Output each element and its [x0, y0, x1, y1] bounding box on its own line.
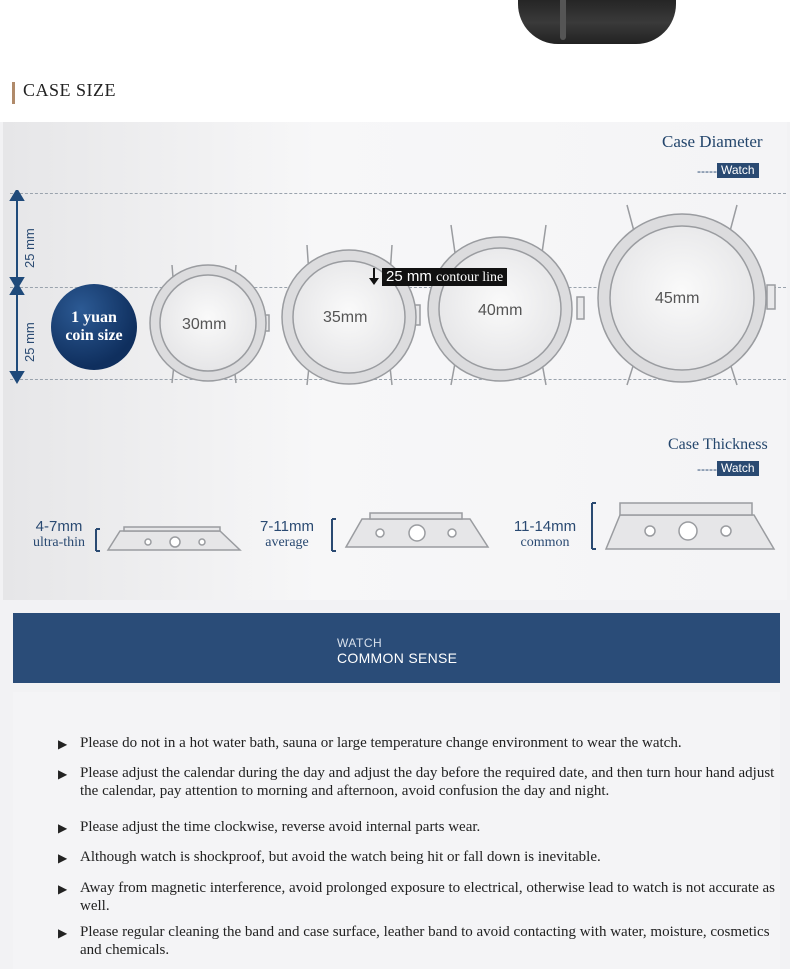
- contour-text: contour line: [436, 270, 504, 285]
- watch-strap-stitch: [560, 0, 566, 40]
- case-diameter-title: Case Diameter: [662, 132, 763, 151]
- triangle-right-icon: ▶: [58, 926, 68, 940]
- thickness-ultra-thin: [26, 518, 92, 551]
- thickness-range: 11-14mm: [513, 518, 577, 535]
- case-size-header: [0, 62, 790, 122]
- dimension-label-upper: 25 mm: [22, 228, 37, 268]
- dimension-label-lower: 25 mm: [22, 322, 37, 362]
- watch-35mm-label: 35mm: [323, 309, 368, 326]
- watch-45mm-label: 45mm: [655, 290, 700, 307]
- note-item: [58, 848, 780, 867]
- note-item: [58, 923, 780, 959]
- note-item: [58, 764, 780, 800]
- profile-common-icon: [592, 503, 774, 549]
- watch-strap-image: [518, 0, 676, 44]
- case-thickness-title: Case Thickness: [668, 436, 768, 453]
- thickness-range: 4-7mm: [35, 518, 83, 535]
- thickness-type: average: [265, 535, 309, 550]
- case-thickness-dash: -----: [697, 461, 717, 476]
- case-size-accent-bar: [12, 82, 15, 104]
- case-thickness-tag: [697, 461, 759, 476]
- note-text: Although watch is shockproof, but avoid the watch being hit or fall down is inevitable.: [80, 849, 601, 865]
- case-thickness-watch-tag: Watch: [717, 461, 759, 476]
- case-diameter-watch-tag: Watch: [717, 163, 759, 178]
- triangle-right-icon: ▶: [58, 821, 68, 835]
- common-sense-line2: COMMON SENSE: [337, 650, 458, 666]
- triangle-right-icon: ▶: [58, 882, 68, 896]
- note-text: Please do not in a hot water bath, sauna or large temperature change environment to wear the watch.: [80, 735, 682, 751]
- thickness-type: common: [520, 535, 570, 550]
- common-sense-banner: [13, 613, 780, 683]
- note-text: Away from magnetic interference, avoid prolonged exposure to electrical, otherwise lead to watch is not accurate as well.: [80, 880, 776, 914]
- note-item: [58, 879, 780, 915]
- case-diameter-dash: -----: [697, 163, 717, 178]
- profile-ultra-thin-icon: [96, 527, 240, 551]
- coin-label-line2: coin size: [65, 327, 123, 344]
- note-item: [58, 734, 780, 753]
- note-text: Please regular cleaning the band and case surface, leather band to avoid contacting with water, moisture, cosmetics and chemicals.: [80, 924, 770, 958]
- down-arrow-icon: [368, 268, 380, 286]
- note-item: [58, 818, 780, 837]
- triangle-right-icon: ▶: [58, 737, 68, 751]
- contour-value: 25 mm: [386, 268, 432, 285]
- coin-label-line1: 1 yuan: [71, 309, 117, 326]
- watch-40mm-label: 40mm: [478, 302, 523, 319]
- thickness-type: ultra-thin: [32, 535, 86, 550]
- contour-line-tag: [382, 268, 507, 286]
- note-text: Please adjust the time clockwise, reverse avoid internal parts wear.: [80, 819, 481, 835]
- triangle-right-icon: ▶: [58, 767, 68, 781]
- case-diameter-tag: [697, 163, 759, 178]
- case-size-title: CASE SIZE: [23, 80, 117, 100]
- guide-line-top: [10, 193, 786, 194]
- common-sense-line1: WATCH: [337, 636, 383, 650]
- note-text: Please adjust the calendar during the day and adjust the day before the required date, and then turn hour hand adjust the calendar, pay attention to morning and afternoon, avoid confusion the day and night.: [80, 765, 775, 799]
- triangle-right-icon: ▶: [58, 851, 68, 865]
- watch-30mm-label: 30mm: [182, 316, 227, 333]
- profile-average-icon: [332, 513, 488, 551]
- thickness-range: 7-11mm: [260, 518, 314, 535]
- watch-profiles-illustration: [90, 495, 790, 555]
